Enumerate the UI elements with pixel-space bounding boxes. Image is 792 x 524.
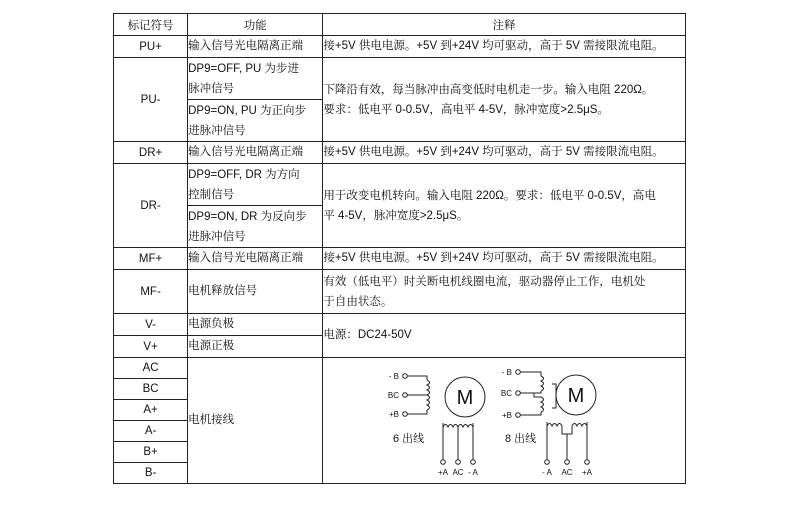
table-row (114, 36, 686, 58)
note-cell: 接+5V 供电电源。+5V 到+24V 均可驱动，高于 5V 需接限流电阻。 (323, 142, 686, 164)
symbol-cell: DR- (114, 164, 188, 248)
table-row (114, 270, 686, 314)
terminal-label: AC (452, 467, 464, 477)
function-line: 控制信号 (188, 188, 235, 201)
symbol-cell: V+ (114, 336, 188, 358)
table-row (114, 142, 686, 164)
function-line: DP9=ON, DR 为反向步 (188, 210, 307, 223)
terminal-label: +B (502, 410, 513, 420)
terminal-dot (403, 392, 408, 397)
function-cell (188, 164, 323, 206)
function-cell: 电源负极 (188, 314, 323, 336)
header-symbol: 标记符号 (114, 14, 188, 36)
symbol-cell: B+ (114, 442, 188, 463)
symbol-cell: MF- (114, 270, 188, 314)
symbol-cell: A- (114, 421, 188, 442)
function-cell: 电机接线 (188, 358, 323, 484)
function-line: DP9=OFF, PU 为步进 (188, 62, 299, 75)
function-cell: 输入信号光电隔离正端 (188, 248, 323, 270)
terminal-label: - A (542, 467, 553, 477)
terminal-label: +B (389, 409, 400, 419)
motor-label: M (568, 384, 585, 407)
terminal-label: AC (561, 467, 573, 477)
table-row (114, 164, 686, 206)
table-row (114, 58, 686, 100)
terminal-label: - B (502, 367, 513, 377)
symbol-cell: PU+ (114, 36, 188, 58)
diagram-caption: 8 出线 (505, 432, 537, 445)
function-line: 进脉冲信号 (188, 124, 246, 137)
terminal-label: BC (388, 390, 400, 400)
table-row (114, 248, 686, 270)
note-cell (323, 164, 686, 248)
symbol-cell: PU- (114, 58, 188, 142)
header-row (114, 14, 686, 36)
symbol-cell: BC (114, 379, 188, 400)
note-line: 平 4-5V，脉冲宽度>2.5μS。 (323, 209, 469, 222)
terminal-dot (403, 411, 408, 416)
motor-label: M (457, 386, 474, 409)
diagram-caption: 6 出线 (393, 432, 425, 445)
note-line: 有效（低电平）时关断电机线圈电流，驱动器停止工作，电机处 (323, 275, 646, 288)
signal-spec-table (113, 13, 686, 484)
note-cell (323, 58, 686, 142)
terminal-label: BC (501, 388, 513, 398)
symbol-cell: DR+ (114, 142, 188, 164)
terminal-label: +A (582, 467, 593, 477)
symbol-cell: B- (114, 463, 188, 484)
note-line: 用于改变电机转向。输入电阻 220Ω。要求：低电平 0-0.5V，高电 (323, 189, 656, 202)
function-cell: 电源正极 (188, 336, 323, 358)
terminal-label: - A (468, 467, 479, 477)
note-line: 下降沿有效，每当脉冲由高变低时电机走一步。输入电阻 220Ω。 (323, 83, 654, 96)
symbol-cell: A+ (114, 400, 188, 421)
function-line: DP9=ON, PU 为正向步 (188, 104, 307, 117)
winding-b (427, 380, 430, 410)
terminal-label: +A (438, 467, 449, 477)
note-line: 于自由状态。 (323, 295, 393, 308)
function-line: 脉冲信号 (188, 82, 235, 95)
table-row (114, 358, 686, 379)
header-note: 注释 (323, 14, 686, 36)
table-row (114, 314, 686, 336)
symbol-cell: MF+ (114, 248, 188, 270)
function-cell (188, 100, 323, 142)
function-line: 进脉冲信号 (188, 230, 246, 243)
note-cell: 电源：DC24-50V (323, 314, 686, 358)
eight-lead-diagram (516, 369, 596, 464)
symbol-cell: AC (114, 358, 188, 379)
wiring-diagram (323, 360, 685, 482)
note-cell: 接+5V 供电电源。+5V 到+24V 均可驱动，高于 5V 需接限流电阻。 (323, 248, 686, 270)
function-cell: 电机释放信号 (188, 270, 323, 314)
function-cell: 输入信号光电隔离正端 (188, 36, 323, 58)
motor-wiring-svg (323, 360, 685, 482)
function-line: DP9=OFF, DR 为方向 (188, 168, 300, 181)
note-cell (323, 270, 686, 314)
terminal-dot (403, 373, 408, 378)
header-function: 功能 (188, 14, 323, 36)
terminal-label: - B (389, 371, 400, 381)
note-line: 要求：低电平 0-0.5V，高电平 4-5V，脉冲宽度>2.5μS。 (323, 103, 609, 116)
wiring-diagram-cell (323, 358, 686, 484)
symbol-cell: V- (114, 314, 188, 336)
function-cell (188, 58, 323, 100)
function-cell: 输入信号光电隔离正端 (188, 142, 323, 164)
function-cell (188, 206, 323, 248)
winding-a (443, 423, 473, 427)
note-cell: 接+5V 供电电源。+5V 到+24V 均可驱动，高于 5V 需接限流电阻。 (323, 36, 686, 58)
